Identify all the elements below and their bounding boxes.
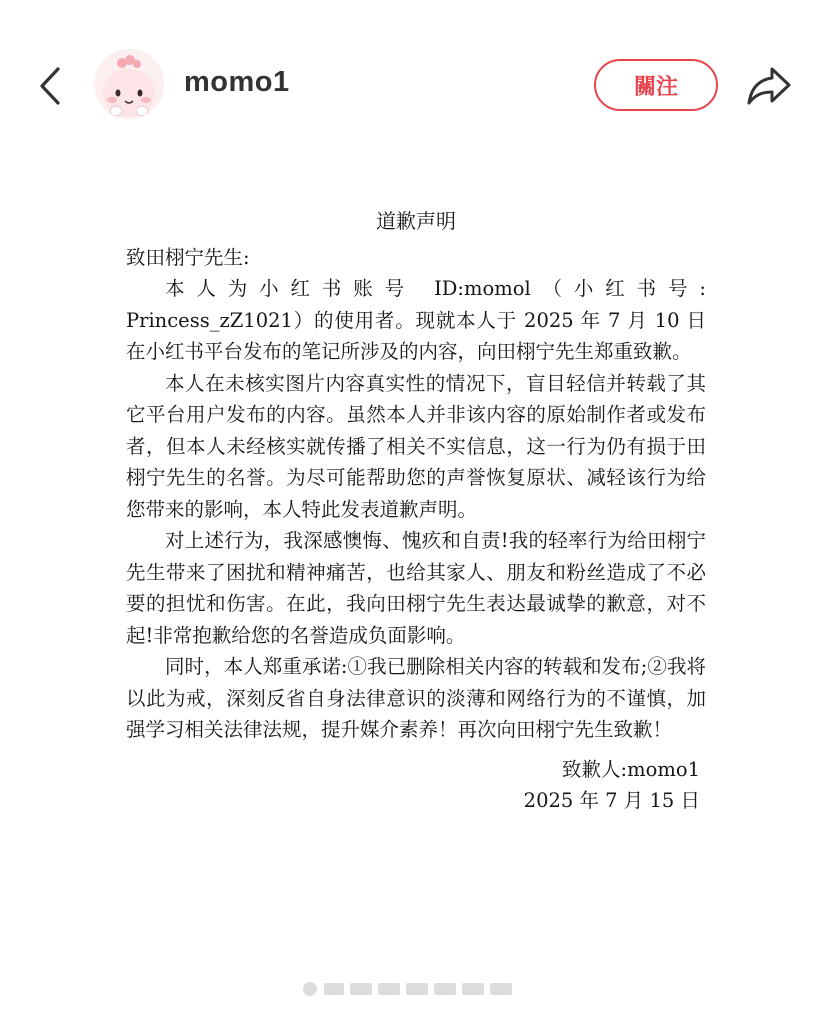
document-paragraph: 同时，本人郑重承诺:①我已删除相关内容的转载和发布;②我将以此为戒，深刻反省自身法律意识的淡薄和网络行为的不谨慎，加强学习相关法律法规，提升媒介素养！再次向田栩宁先生致歉！: [126, 655, 706, 741]
chevron-left-icon: [38, 66, 62, 106]
avatar-image: [94, 49, 164, 119]
username[interactable]: momo1: [184, 66, 290, 98]
watermark: [300, 978, 520, 1000]
document-paragraph: 本人在未核实图片内容真实性的情况下，盲目轻信并转载了其它平台用户发布的内容。虽然本人并非该内容的原始制作者或发布者，但本人未经核实就传播了相关不实信息，这一行为仍有损于田栩宁先生的名誉。为尽可能帮助您的声誉恢复原状、减轻该行为给您带来的影响，本人特此发表道歉声明。: [126, 371, 706, 521]
document-salutation: 致田栩宁先生:: [126, 245, 250, 269]
document-paragraph: 对上述行为，我深感懊悔、愧疚和自责!我的轻率行为给田栩宁先生带来了困扰和精神痛苦，也给其家人、朋友和粉丝造成了不必要的担忧和伤害。在此，我向田栩宁先生表达最诚挚的歉意，对不起!非常抱歉给您的名誉造成负面影响。: [126, 529, 706, 647]
document-paragraph: 本人为小红书账号 ID:momol（小红书号: Princess_zZ1021）的使用者。现就本人于 2025 年 7 月 10 日在小红书平台发布的笔记所涉及的内容，向田栩宁先生郑重致歉。: [126, 277, 706, 363]
profile-header: [0, 0, 824, 170]
document-date: 2025 年 7 月 15 日: [523, 789, 700, 812]
document-signature: 致歉人:momo1: [562, 757, 700, 781]
follow-button[interactable]: 關注: [594, 59, 718, 111]
share-button[interactable]: [744, 62, 794, 110]
apology-document: [126, 206, 706, 817]
share-arrow-icon: [746, 65, 792, 107]
back-button[interactable]: [34, 64, 66, 108]
avatar[interactable]: [94, 49, 164, 119]
document-title: 道歉声明: [376, 209, 456, 233]
apology-statement-image[interactable]: [0, 170, 824, 1013]
